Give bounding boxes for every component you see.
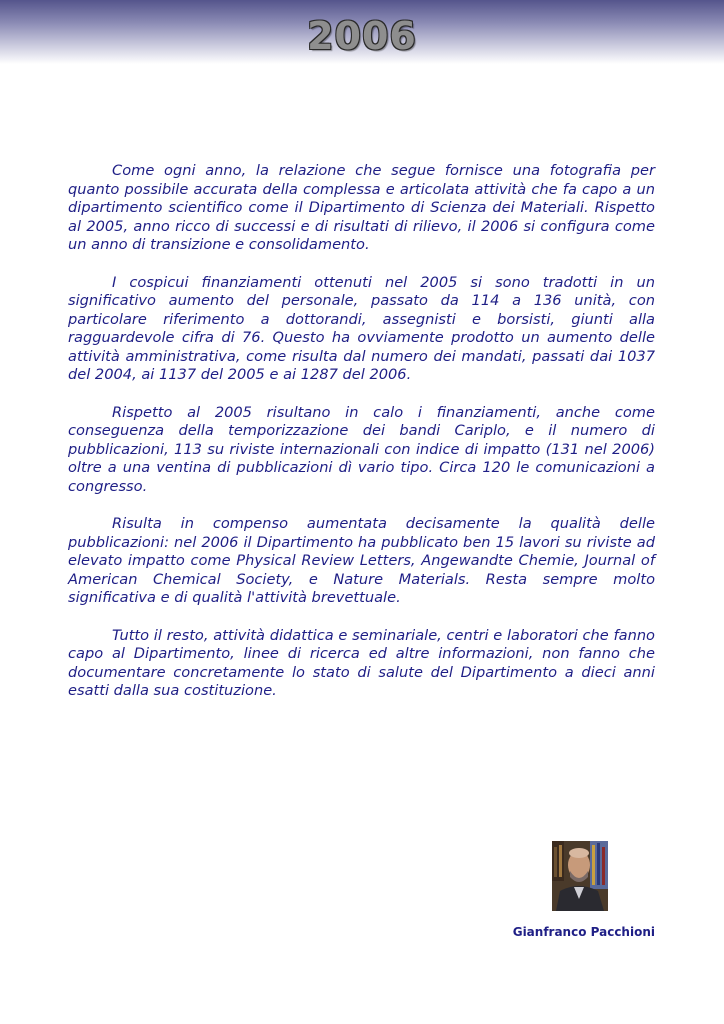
paragraph-quality: Risulta in compenso aumentata decisamente la qualità delle pubblicazioni: nel 2006 il Dipartimento ha pubblicato ben 15 lavori su riviste ad elevato impatto come Physical Review Letters, Angewandte Chemie, Journal of American Chemical Society, e Nature Materials. Resta sempre molto significativa e di qualità l'attività brevettuale. (68, 515, 655, 606)
author-portrait-image (552, 841, 608, 911)
paragraph-publications: Rispetto al 2005 risultano in calo i finanziamenti, anche come conseguenza della temporizzazione dei bandi Cariplo, e il numero di pubblicazioni, 113 su riviste internazionali con indice di impatto (131 nel 2006) oltre a una ventina di pubblicazioni dì vario tipo. Circa 120 le comunicazioni a congresso. (68, 403, 655, 495)
paragraph-conclusion: Tutto il resto, attività didattica e seminariale, centri e laboratori che fanno capo al Dipartimento, linee di ricerca ed altre informazioni, non fanno che documentare concretamente lo stato di salute del Dipartimento a dieci anni esatti dalla sua costituzione. (68, 626, 655, 699)
report-body (68, 162, 655, 720)
year-title: 2006 (307, 14, 417, 58)
paragraph-funding: I cospicui finanziamenti ottenuti nel 2005 si sono tradotti in un significativo aumento del personale, passato da 114 a 136 unità, con particolare riferimento a dottorandi, assegnisti e borsisti, giunti alla ragguardevole cifra di 76. Questo ha ovviamente prodotto un aumento delle attività amministrativa, come risulta dal numero dei mandati, passati dai 1037 del 2004, ai 1137 del 2005 e ai 1287 del 2006. (68, 273, 655, 383)
paragraph-intro: Come ogni anno, la relazione che segue fornisce una fotografia per quanto possibile accurata della complessa e articolata attività che fa capo a un dipartimento scientifico come il Dipartimento di Scienza dei Materiali. Rispetto al 2005, anno ricco di successi e di risultati di rilievo, il 2006 si configura come un anno di transizione e consolidamento. (68, 162, 655, 253)
author-signature: Gianfranco Pacchioni (512, 925, 655, 939)
author-photo (552, 841, 608, 911)
